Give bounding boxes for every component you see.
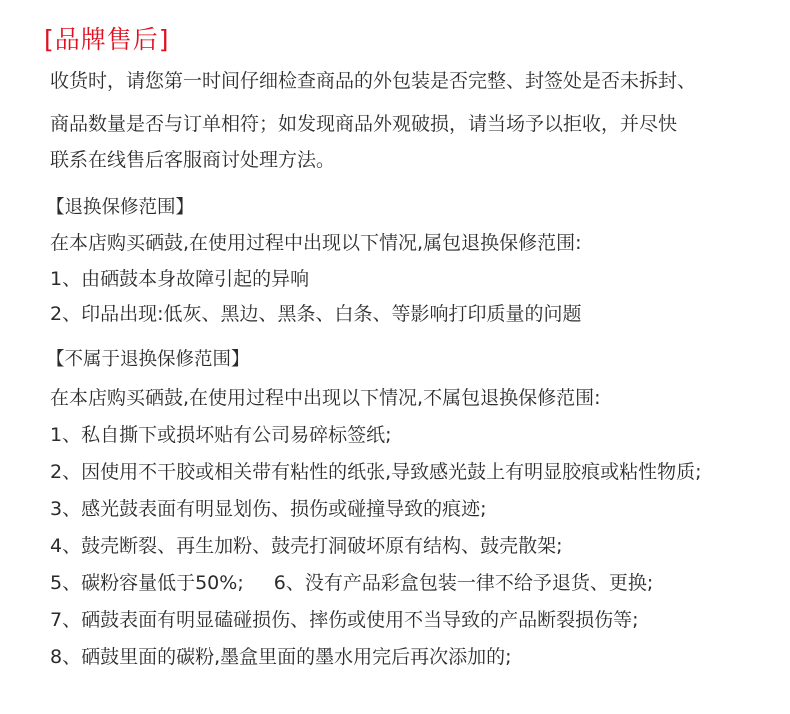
warranty-item-1: 1、由硒鼓本身故障引起的异响 [50, 268, 310, 290]
intro-line-1: 收货时，请您第一时间仔细检查商品的外包装是否完整、封签处是否未拆封、 [50, 70, 697, 92]
section-title-brand-after-sales: [品牌售后] [44, 25, 170, 54]
exclusion-item-3: 3、感光鼓表面有明显划伤、损伤或碰撞导致的痕迹; [50, 498, 487, 520]
exclusion-item-7: 7、硒鼓表面有明显磕碰损伤、摔伤或使用不当导致的产品断裂损伤等; [50, 609, 639, 631]
exclusions-heading: 【不属于退换保修范围】 [46, 349, 250, 370]
warranty-intro: 在本店购买硒鼓,在使用过程中出现以下情况,属包退换保修范围: [50, 232, 582, 254]
exclusion-item-8: 8、硒鼓里面的碳粉,墨盒里面的墨水用完后再次添加的; [50, 646, 512, 668]
exclusion-item-4: 4、鼓壳断裂、再生加粉、鼓壳打洞破坏原有结构、鼓壳散架; [50, 535, 563, 557]
exclusions-intro: 在本店购买硒鼓,在使用过程中出现以下情况,不属包退换保修范围: [50, 387, 601, 409]
exclusion-item-6: 6、没有产品彩盒包装一律不给予退货、更换; [273, 572, 654, 594]
warranty-item-2: 2、印品出现:低灰、黑边、黑条、白条、等影响打印质量的问题 [50, 303, 582, 325]
warranty-heading: 【退换保修范围】 [46, 197, 195, 218]
exclusion-item-1: 1、私自撕下或损坏贴有公司易碎标签纸; [50, 424, 392, 446]
exclusion-item-2: 2、因使用不干胶或相关带有粘性的纸张,导致感光鼓上有明显胶痕或粘性物质; [50, 461, 702, 483]
intro-line-2: 商品数量是否与订单相符；如发现商品外观破损，请当场予以拒收，并尽快 [50, 113, 678, 135]
exclusion-item-5: 5、碳粉容量低于50%; [50, 572, 244, 594]
intro-line-3: 联系在线售后客服商讨处理方法。 [50, 149, 336, 171]
exclusion-items-5-6 [50, 569, 653, 597]
